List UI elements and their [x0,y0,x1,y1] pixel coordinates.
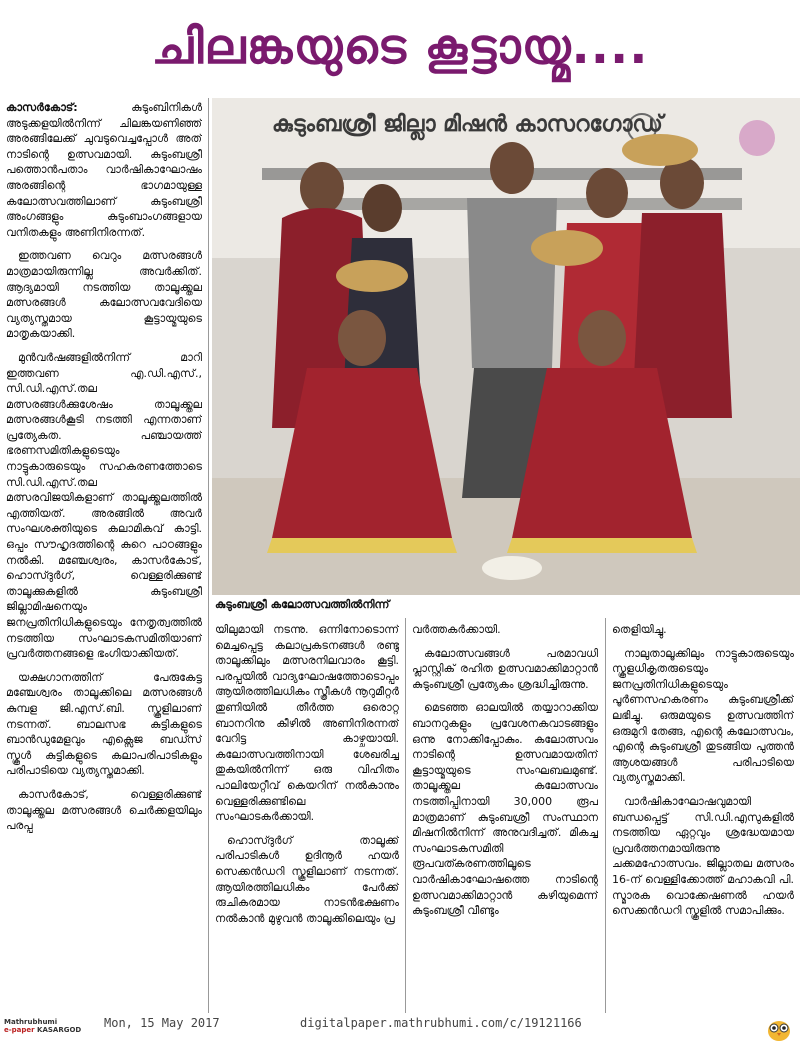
article-paragraph [6,100,202,240]
column-divider [605,618,606,1013]
article-column-2 [215,622,399,1012]
article-paragraph: വാർഷികാഘോഷവുമായി ബന്ധപ്പെട്ട് സി.ഡി.എസുകളിൽ നടത്തിയ ഏറ്റവും ശ്രദ്ധേയമായ പ്രവർത്തനമായിരുന്നു ചക്കമഹോത്സവം. ജില്ലാതല മത്സരം 16-ന് വെള്ളിക്കോത്ത് മഹാകവി പി. സ്മാരക വൊക്കേഷണൽ ഹയർ സെക്കൻഡറി സ്കൂളിൽ സമാപിക്കും. [612,794,794,918]
article-photo [212,98,800,595]
photo-caption: കുടുംബശ്രീ കലോത്സവത്തിൽനിന്ന് [215,598,390,611]
article-paragraph: ഇത്തവണ വെറും മത്സരങ്ങൾ മാത്രമായിരുന്നില്ല അവർക്കിത്. ആദ്യമായി നടത്തിയ താലൂക്ക്തല മത്സരങ്ങൾ കലോത്സവവേദിയെ വ്യത്യസ്തമായ കൂട്ടായ്മയുടെ മാതൃകയാക്കി. [6,249,202,341]
article-column-1 [6,100,202,1010]
brand-edition: KASARGOD [37,1026,82,1034]
edition-url[interactable]: digitalpaper.mathrubhumi.com/c/19121166 [300,1016,582,1030]
article-paragraph: കലോത്സവങ്ങൾ പരമാവധി പ്ലാസ്റ്റിക് രഹിത ഉത്സവമാക്കിമാറ്റാൻ കുടുംബശ്രീ പ്രത്യേകം ശ്രദ്ധിച്ചിരുന്നു. [412,646,598,691]
column-divider [208,98,209,1013]
brand-name: Mathrubhumi [4,1018,58,1026]
mathrubhumi-logo [4,1018,81,1034]
column-divider [405,618,406,1013]
dancers-illustration [212,98,800,595]
headline: ചിലങ്കയുടെ കൂട്ടായ്മ.... [151,19,649,75]
article-paragraph: ഹൊസ്ദുർഗ് താലൂക്ക് പരിപാടികൾ ഉദിനൂർ ഹയർ സെക്കൻഡറി സ്കൂളിലാണ് നടന്നത്. ആയിരത്തിലധികം പേർക്ക് രുചികരമായ നാടൻഭക്ഷണം നൽകാൻ മുഴുവൻ താലൂക്കിലെയും പ്ര [215,833,399,925]
brand-epaper: e-paper [4,1026,35,1034]
article-paragraph: മുൻവർഷങ്ങളിൽനിന്ന് മാറി ഇത്തവണ എ.ഡി.എസ്., സി.ഡി.എസ്.തല മത്സരങ്ങൾക്കുശേഷം താലൂക്ക്തല മത്സരങ്ങൾകൂടി നടത്തി എന്നതാണ് പ്രത്യേകത. പഞ്ചായത്ത് ഭരണസമിതികളുടെയും നാട്ടുകാരുടെയും സഹകരണത്തോടെ സി.ഡി.എസ്.തല മത്സരവിജയികളാണ് താലൂക്ക്തലത്തിൽ എത്തിയത്. അരങ്ങിൽ അവർ സംഘശക്തിയുടെ കലാമികവ് കാട്ടി. ഒപ്പം സൗഹൃദത്തിന്റെ കുറെ പാഠങ്ങളും നൽകി. മഞ്ചേശ്വരം, കാസർകോട്, ഹൊസ്ദുർഗ്, വെള്ളരിക്കുണ്ട് താലൂക്കുകളിൽ കുടുംബശ്രീ ജില്ലാമിഷനെയും ജനപ്രതിനിധികളുടെയും നേതൃത്വത്തിൽ നടത്തിയ സംഘാടകസമിതിയാണ് പ്രവർത്തനങ്ങളെ ഭംഗിയാക്കിയത്. [6,350,202,661]
article-paragraph: മെടഞ്ഞ ഓലയിൽ തയ്യാറാക്കിയ ബാനറുകളും പ്രവേശനകവാടങ്ങളും ഒന്നു നോക്കിപ്പോകും. കലോത്സവം നാടിന്റെ ഉത്സവമായതിന് കൂട്ടായ്മയുടെ സംഘബലമുണ്ട്. താലൂക്ക്തല കലോത്സവം നടത്തിപ്പിനായി 30,000 രൂപ മാത്രമാണ് കുടുംബശ്രീ സംസ്ഥാന മിഷനിൽനിന്ന് അനുവദിച്ചത്. മികച്ച സംഘാടകസമിതി രൂപവത്കരണത്തിലൂടെ വാർഷികാഘോഷത്തെ നാടിന്റെ ഉത്സവമാക്കിമാറ്റാൻ കഴിയുമെന്ന് കുടുംബശ്രീ വീണ്ടും [412,701,598,918]
article-paragraph: യിലുമായി നടന്നു. ഒന്നിനോടൊന്ന് മെച്ചപ്പെട്ട കലാപ്രകടനങ്ങൾ രണ്ടു താലൂക്കിലും മത്സരനിലവാരം കൂട്ടി. പരപ്പയിൽ വാദ്യഘോഷത്തോടൊപ്പം ആയിരത്തിലധികം സ്ത്രീകൾ നൂറുമീറ്റർ തുണിയിൽ തീർത്ത ഒരൊറ്റ ബാനറിനു കീഴിൽ അണിനിരന്നത് വേറിട്ട കാഴ്ചയായി. കലോത്സവത്തിനായി ശേഖരിച്ച തുകയിൽനിന്ന് ഒരു വിഹിതം പാലിയേറ്റീവ് കെയറിന് നൽകാനും വെള്ളരിക്കുണ്ടിലെ സംഘാടകർക്കായി. [215,623,399,824]
article-paragraph: തെളിയിച്ചു. [612,623,667,636]
dateline: കാസർകോട്: [6,101,78,114]
article-paragraph: കാസർകോട്, വെള്ളരിക്കുണ്ട് താലൂക്ക്തല മത്സരങ്ങൾ ചെർക്കളയിലും പരപ്പ [6,787,202,833]
brand-sub [4,1026,81,1034]
paragraph-text: കുടുംബിനികൾ അടുക്കളയിൽനിന്ന് ചിലങ്കയണിഞ്ഞ് അരങ്ങിലേക്ക് ചുവടുവെച്ചപ്പോൾ അത് നാടിന്റെ ഉത്സവമായി. കുടുംബശ്രീ പത്തൊൻപതാം വാർഷികാഘോഷം അരങ്ങിന്റെ ഭാഗമായുള്ള കലോത്സവത്തിലാണ് കുടുംബശ്രീ അംഗങ്ങളും കുടുംബാംഗങ്ങളായ വനിതകളും അണിനിരന്നത്. [6,101,202,239]
owl-icon [764,1016,794,1042]
article-paragraph: യക്ഷഗാനത്തിന് പേരുകേട്ട മഞ്ചേശ്വരം താലൂക്കിലെ മത്സരങ്ങൾ കുമ്പള ജി.എസ്.ബി. സ്കൂളിലാണ് നടന്നത്. ബാലസഭ കുട്ടികളുടെ ബാൻഡുമേളവും എക്സെജ ബഡ്സ് സ്കൂൾ കുട്ടികളുടെ കലാപരിപാടികളും പരിപാടിയെ വ്യത്യസ്തമാക്കി. [6,670,202,778]
article-column-3 [412,622,598,1012]
edition-date: Mon, 15 May 2017 [104,1016,220,1030]
banner-text: കുടുംബശ്രീ ജില്ലാ മിഷൻ കാസറഗോഡ് [272,112,663,137]
footer-stamp [104,1016,220,1031]
article-paragraph: വർത്തകർക്കായി. [412,623,501,636]
article-column-4 [612,622,794,1012]
article-paragraph: നാലുതാലൂക്കിലും നാട്ടുകാരുടെയും സ്കൂളധികൃതരുടെയും ജനപ്രതിനിധികളുടെയും പൂർണസഹകരണം കുടുംബശ്രീക്ക് ലഭിച്ചു. ഒരുമയുടെ ഉത്സവത്തിന് ഒരുമുറി തേങ്ങ, എന്റെ കലോത്സവം, എന്റെ കുടുംബശ്രീ തുടങ്ങിയ പുത്തൻ ആശയങ്ങൾ പരിപാടിയെ വ്യത്യസ്തമാക്കി. [612,646,794,785]
